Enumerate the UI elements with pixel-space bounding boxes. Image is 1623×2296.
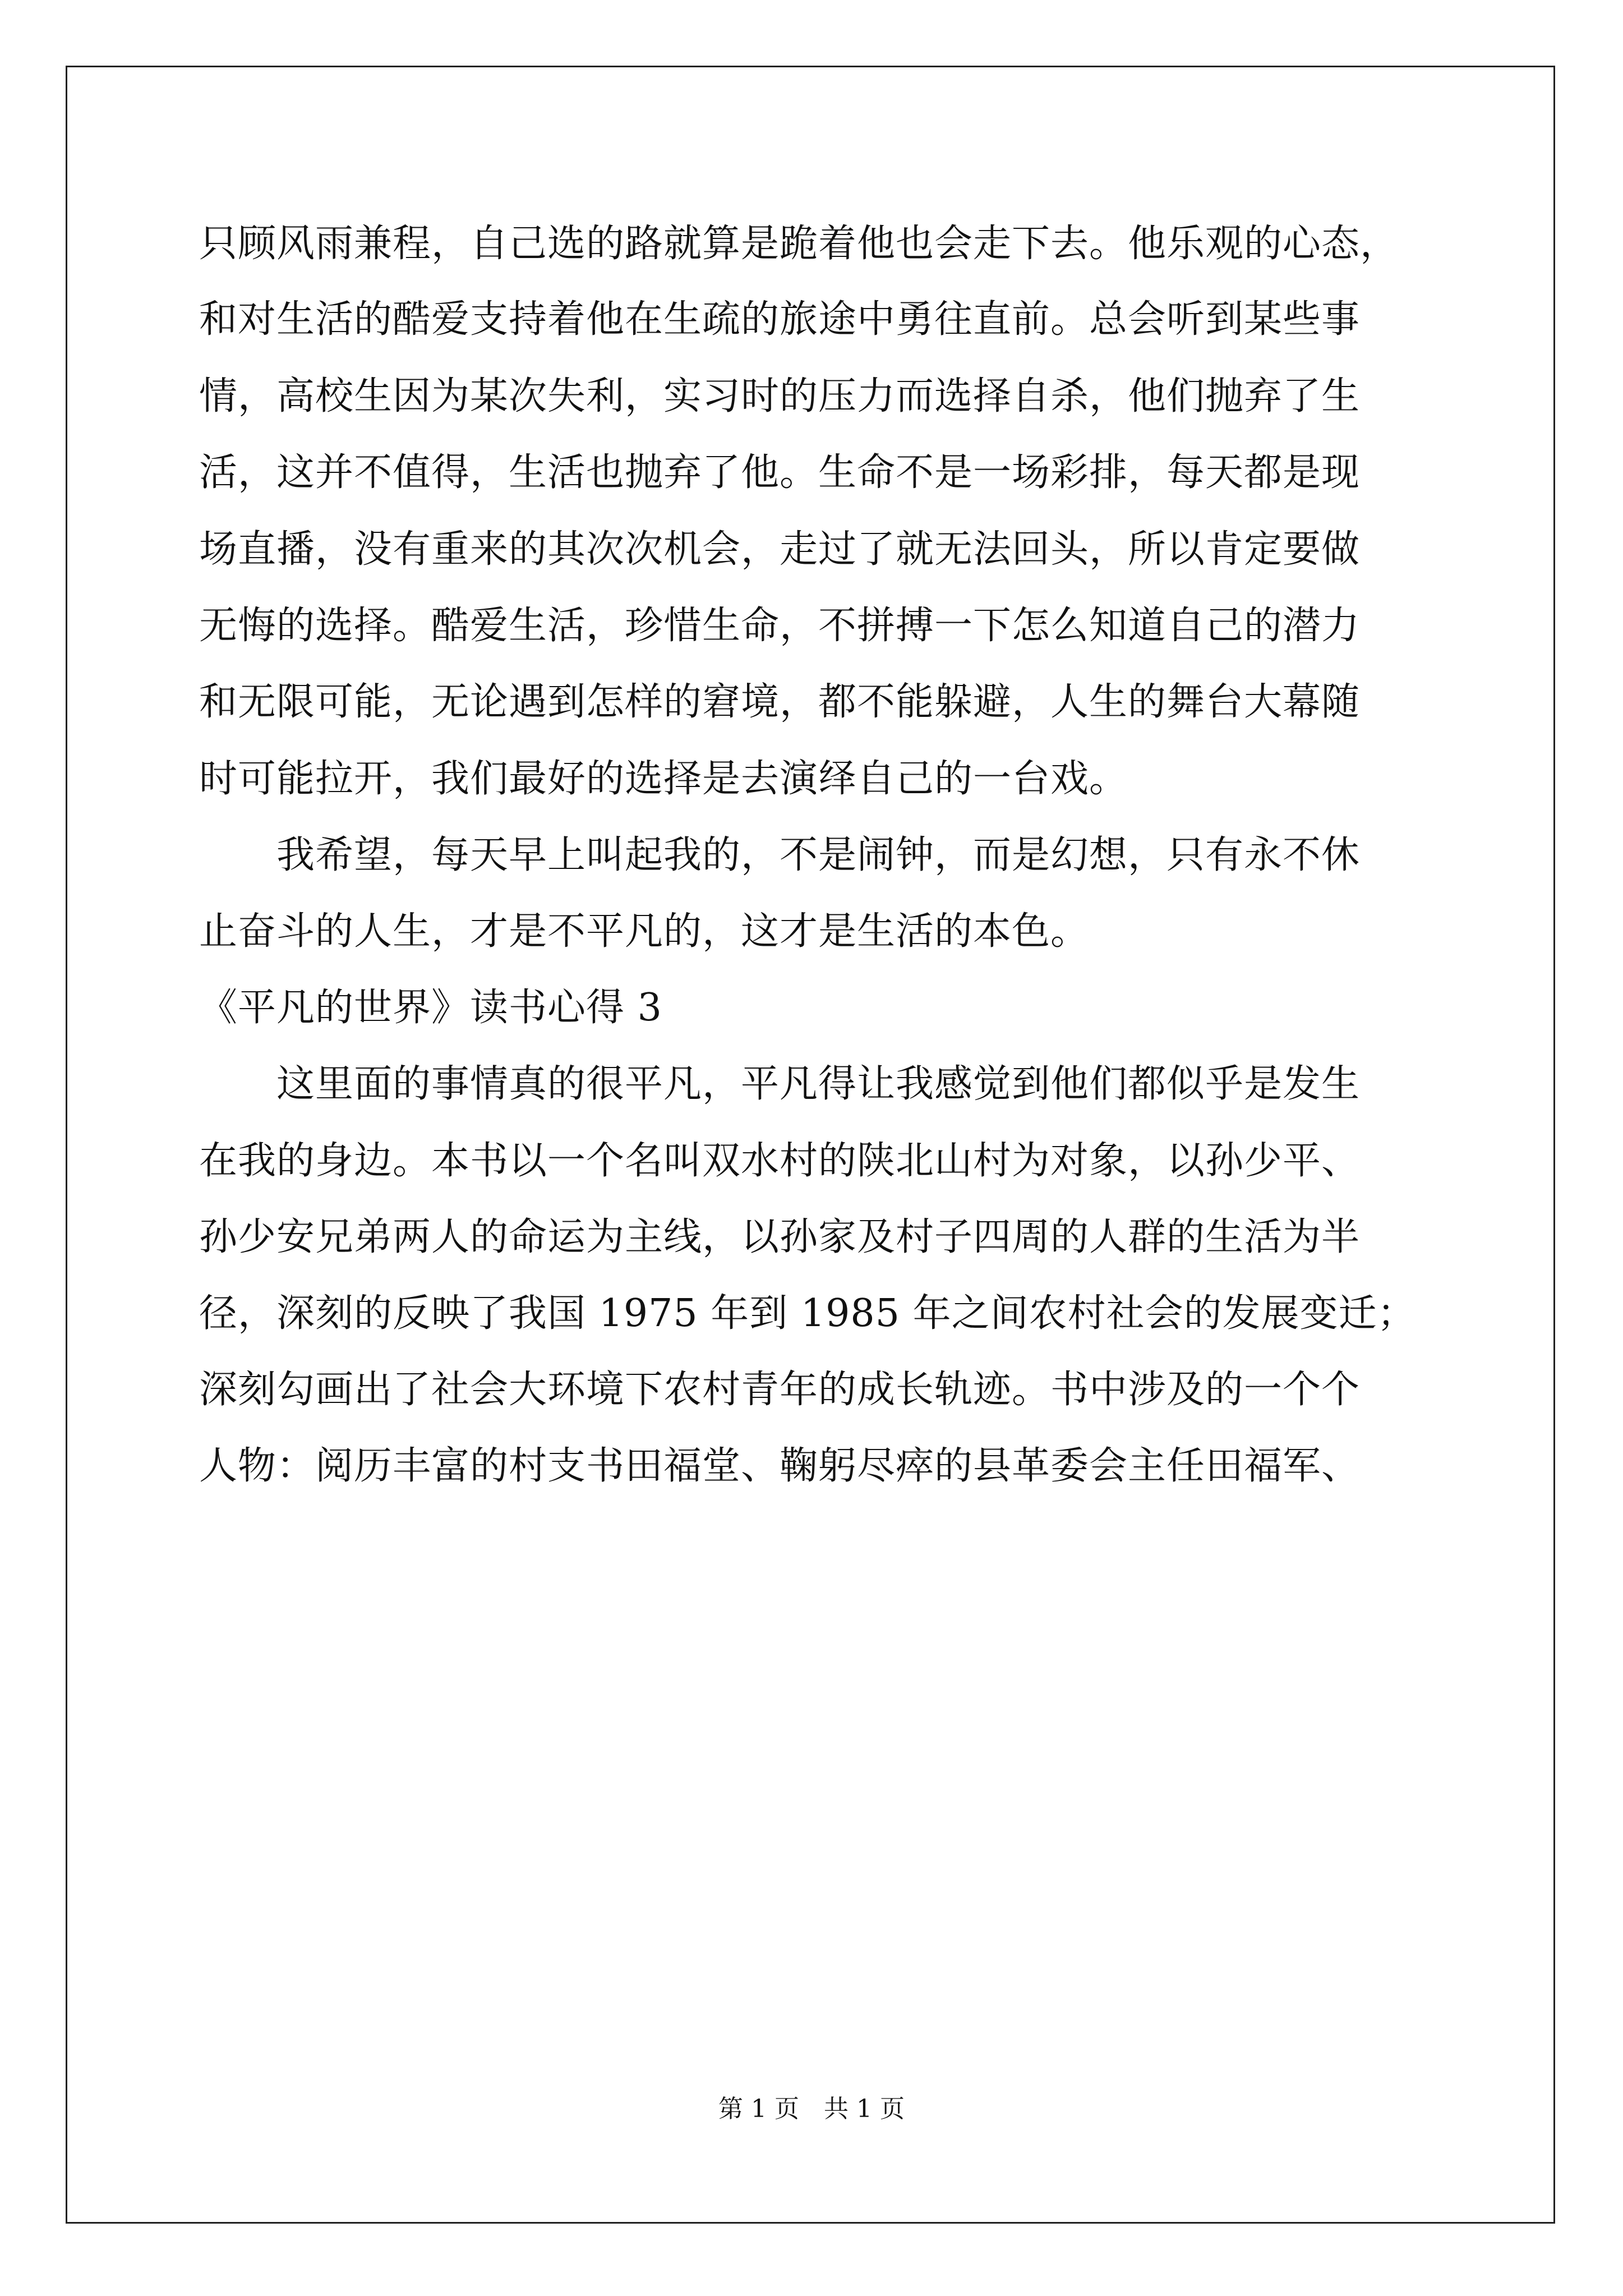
body-line: 径，深刻的反映了我国 1975 年到 1985 年之间农村社会的发展变迁；: [199, 1291, 1416, 1336]
body-line: 深刻勾画出了社会大环境下农村青年的成长轨迹。书中涉及的一个个: [199, 1368, 1361, 1412]
paragraph-start-line: 我希望，每天早上叫起我的，不是闹钟，而是幻想，只有永不休: [199, 833, 1361, 877]
body-line: 只顾风雨兼程，自己选的路就算是跪着他也会走下去。他乐观的心态，: [199, 222, 1399, 266]
body-line: 孙少安兄弟两人的命运为主线，以孙家及村子四周的人群的生活为半: [199, 1215, 1361, 1259]
body-line: 和对生活的酷爱支持着他在生疏的旅途中勇往直前。总会听到某些事: [199, 297, 1361, 342]
body-line: 止奋斗的人生，才是不平凡的，这才是生活的本色。: [199, 909, 1090, 954]
body-line: 活，这并不值得，生活也抛弃了他。生命不是一场彩排，每天都是现: [199, 450, 1361, 495]
paragraph-start-line: 这里面的事情真的很平凡，平凡得让我感觉到他们都似乎是发生: [199, 1062, 1361, 1106]
body-line: 无悔的选择。酷爱生活，珍惜生命，不拼搏一下怎么知道自己的潜力: [199, 604, 1361, 648]
body-line: 情，高校生因为某次失利，实习时的压力而选择自杀，他们抛弃了生: [199, 374, 1361, 418]
body-line: 时可能拉开，我们最好的选择是去演绎自己的一台戏。: [199, 757, 1128, 801]
page-footer: 第 1 页 共 1 页: [718, 2095, 905, 2123]
section-heading: 《平凡的世界》读书心得 3: [199, 986, 662, 1030]
body-line: 人物：阅历丰富的村支书田福堂、鞠躬尽瘁的县革委会主任田福军、: [199, 1444, 1361, 1488]
body-line: 场直播，没有重来的其次次机会，走过了就无法回头，所以肯定要做: [199, 527, 1361, 572]
body-line: 和无限可能，无论遇到怎样的窘境，都不能躲避，人生的舞台大幕随: [199, 680, 1361, 724]
body-line: 在我的身边。本书以一个名叫双水村的陕北山村为对象，以孙少平、: [199, 1139, 1361, 1183]
